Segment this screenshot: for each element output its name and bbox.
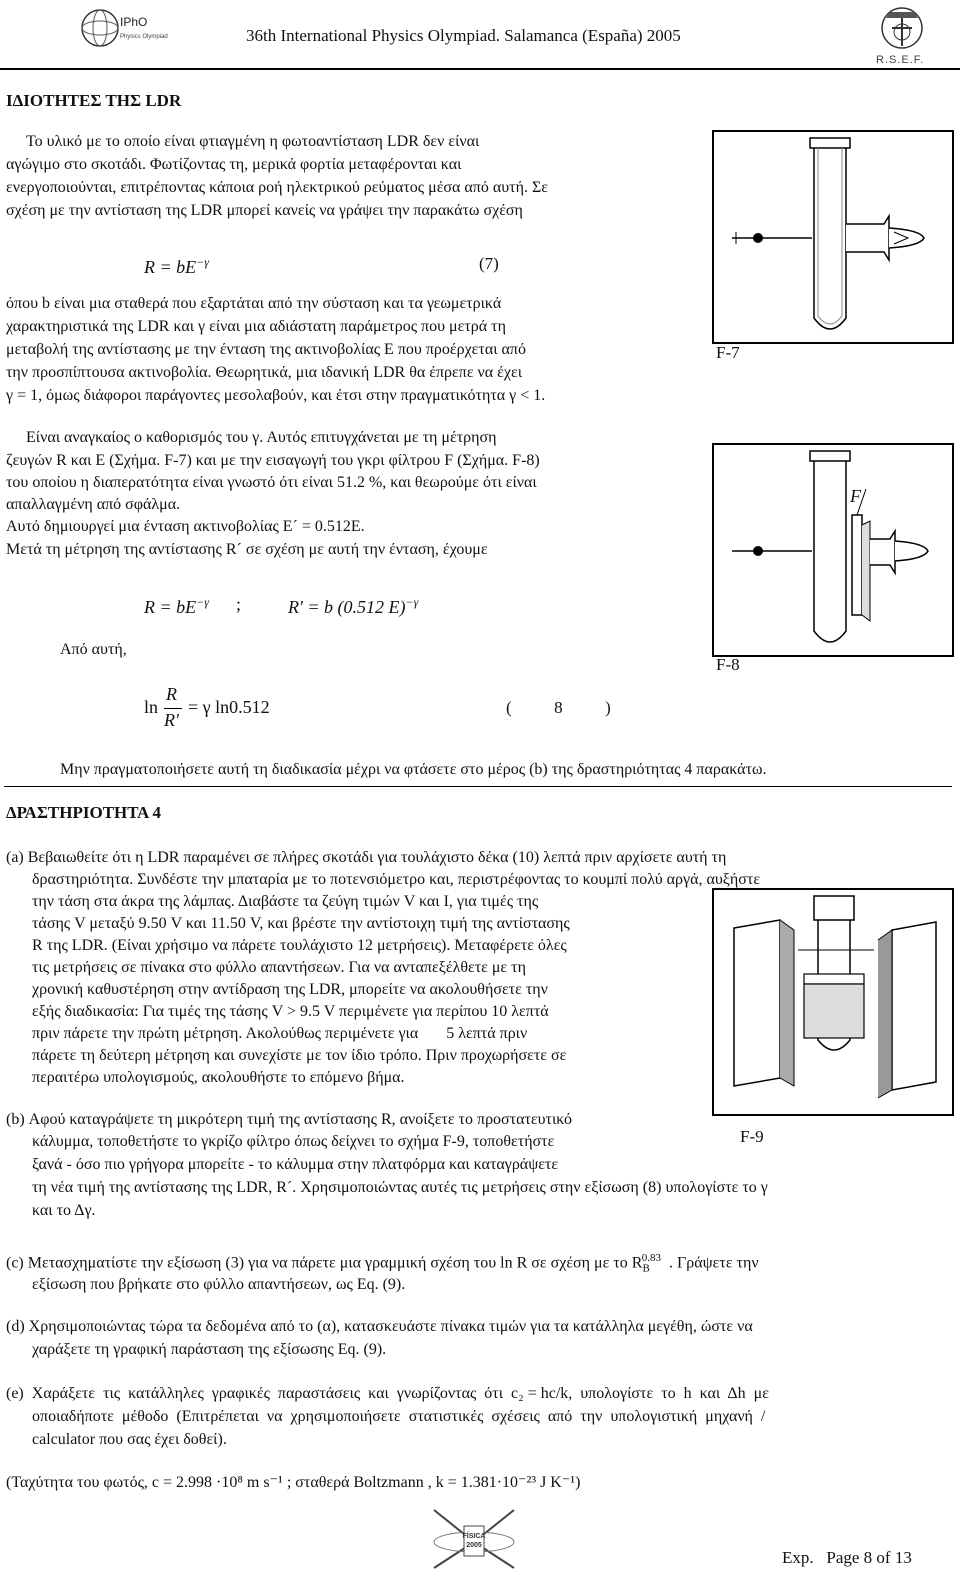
figure-f7-label: F-7 bbox=[716, 343, 740, 362]
ipho-logo bbox=[80, 4, 168, 56]
fisica-2005-logo-text: FÍSICA 2005 bbox=[462, 1533, 486, 1549]
equation-8-rhs: = γ ln0.512 bbox=[188, 697, 270, 717]
part-b-line: (b) Αφού καταγράψετε τη μικρότερη τιμή της αντίστασης R, ανοίξετε το προστατευτικό bbox=[6, 1111, 572, 1128]
figure-f7 bbox=[712, 130, 954, 344]
figure-f8 bbox=[712, 443, 954, 657]
part-a-line: πριν πάρετε την πρώτη μέτρηση. Ακολούθως περιμένετε για 5 λεπτά πριν bbox=[32, 1025, 528, 1042]
equation-pair-left: $R = bE^{-\gamma}$ bbox=[144, 595, 209, 617]
equation-8-numerator: R bbox=[166, 684, 177, 704]
part-e-line: calculator που σας έχει δοθεί). bbox=[32, 1431, 227, 1448]
equation-8 bbox=[144, 684, 344, 734]
equation-8-denominator: R' bbox=[164, 710, 179, 730]
part-b-line: ξανά - όσο πιο γρήγορα μπορείτε - το κάλυμμα στην πλατφόρμα και καταγράψετε bbox=[32, 1156, 559, 1173]
fraction-bar bbox=[164, 708, 182, 709]
equation-7-number: (7) bbox=[479, 254, 499, 273]
part-b-line: τη νέα τιμή της αντίστασης της LDR, R´. Χρησιμοποιώντας αυτές τις μετρήσεις στην εξίσωση (8) υπολογίστε το γ bbox=[32, 1179, 768, 1196]
part-a-line: την τάση στα άκρα της λάμπας. Διαβάστε τα ζεύγη τιμών V και I, για τιμές της bbox=[32, 893, 539, 910]
p3-line: Είναι αναγκαίος ο καθορισμός του γ. Αυτός επιτυγχάνεται με τη μέτρηση bbox=[26, 429, 497, 446]
section-title-ldr: ΙΔΙΟΤΗΤΕΣ ΤΗΣ LDR bbox=[6, 91, 182, 110]
p2-line: γ = 1, όμως διάφοροι παράγοντες μεσολαβούν, και έτσι στην πραγματικότητα γ < 1. bbox=[6, 387, 546, 404]
part-c-line: εξίσωση που βρήκατε στο φύλλο απαντήσεων, ως Eq. (9). bbox=[32, 1276, 406, 1293]
procedure-note: Μην πραγματοποιήσετε αυτή τη διαδικασία μέχρι να φτάσετε στο μέρος (b) της δραστηριότητας 4 παρακάτω. bbox=[60, 761, 767, 778]
equation-8-number: ( 8 ) bbox=[506, 698, 611, 717]
p1-line: σχέση με την αντίσταση της LDR μπορεί κανείς να γράψει την παρακάτω σχέση bbox=[6, 202, 523, 219]
part-a-line: R της LDR. (Είναι χρήσιμο να πάρετε τουλάχιστο 12 μετρήσεις). Μεταφέρετε όλες bbox=[32, 937, 567, 954]
part-a-line: (a) Βεβαιωθείτε ότι η LDR παραμένει σε πλήρες σκοτάδι για τουλάχιστο δέκα (10) λεπτά πριν αρχίσετε αυτή τη bbox=[6, 849, 727, 866]
p1-line: ενεργοποιούνται, επιτρέποντας κάποια ροή ηλεκτρικού ρεύματος μέσα από αυτή. Σε bbox=[6, 179, 549, 196]
svg-text:Physics Olympiad: Physics Olympiad bbox=[120, 34, 168, 40]
rsef-logo bbox=[872, 2, 932, 70]
part-e-line: (e) Χαράξετε τις κατάλληλες γραφικές παραστάσεις και γνωρίζοντας ότι c₂ = hc/k, υπολογίστε το h και Δh με bbox=[6, 1385, 769, 1402]
equation-8-ln: ln bbox=[144, 697, 159, 717]
p2-line: μεταβολή της αντίστασης με την ένταση της ακτινοβολίας E που προέρχεται από bbox=[6, 341, 526, 358]
section-rule bbox=[4, 786, 952, 787]
part-a-line: πάρετε τη δεύτερη μέτρηση και συνεχίστε με τον ίδιο τρόπο. Πριν προχωρήσετε σε bbox=[32, 1047, 567, 1064]
header-title: 36th International Physics Olympiad. Salamanca (España) 2005 bbox=[246, 26, 681, 45]
svg-text:IPhO: IPhO bbox=[120, 15, 148, 29]
part-a-line: τάσης V μεταξύ 9.50 V και 11.50 V, και βρέστε την αντίστοιχη τιμή της αντίστασης bbox=[32, 915, 570, 932]
page-number: Exp. Page 8 of 13 bbox=[782, 1548, 912, 1567]
equation-pair-separator: ; bbox=[236, 594, 242, 614]
part-b-line: και το Δγ. bbox=[32, 1202, 96, 1219]
equation-7: $R = bE^{-\gamma}$ bbox=[144, 255, 209, 277]
figure-f9-label: F-9 bbox=[740, 1127, 764, 1146]
constants-note: (Ταχύτητα του φωτός, c = 2.998 ·10⁸ m s⁻¹ ; σταθερά Boltzmann , k = 1.381·10⁻²³ J K⁻¹) bbox=[6, 1474, 581, 1491]
section-title-activity-4: ΔΡΑΣΤΗΡΙΟΤΗΤΑ 4 bbox=[6, 803, 162, 822]
p1-line: αγώγιμο στο σκοτάδι. Φωτίζοντας τη, μερικά φορτία μεταφέρονται και bbox=[6, 156, 462, 173]
header-rule bbox=[0, 68, 960, 70]
figure-f9 bbox=[712, 888, 954, 1116]
p2-line: χαρακτηριστικά της LDR και γ είναι μια αδιάστατη παράμετρος που μετρά τη bbox=[6, 318, 506, 335]
p3-line: ζευγών R και E (Σχήμα. F-7) και με την εισαγωγή του γκρι φίλτρου F (Σχήμα. F-8) bbox=[6, 452, 540, 469]
p3-line: Αυτό δημιουργεί μια ένταση ακτινοβολίας E´ = 0.512E. bbox=[6, 518, 365, 535]
equation-pair-right: R' = b (0.512 E)$^{-\gamma}$ bbox=[288, 595, 419, 617]
rsef-logo-text: R.S.E.F. bbox=[876, 54, 925, 66]
p1-line: Το υλικό με το οποίο είναι φτιαγμένη η φωτοαντίσταση LDR δεν είναι bbox=[26, 133, 480, 150]
part-a-line: τις μετρήσεις σε πίνακα στο φύλλο απαντήσεων. Για να ανταπεξέλθετε με τη bbox=[32, 959, 526, 976]
part-b-line: κάλυμμα, τοποθετήστε το γκρίζο φίλτρο όπως δείχνει το σχήμα F-9, τοποθετήστε bbox=[32, 1133, 555, 1150]
part-a-line: εξής διαδικασία: Για τιμές της τάσης V > 9.5 V περιμένετε για περίπου 10 λεπτά bbox=[32, 1003, 549, 1020]
part-a-line: χρονική καθυστέρηση στην αντίδραση της LDR, μπορείτε να ακολουθήσετε την bbox=[32, 981, 548, 998]
part-d-line: (d) Χρησιμοποιώντας τώρα τα δεδομένα από το (α), κατασκευάστε πίνακα τιμών για τα κατάλληλα μεγέθη, ώστε να bbox=[6, 1318, 753, 1335]
figure-f8-filter-label: F bbox=[850, 486, 861, 506]
p3-line: του οποίου η διαπερατότητα είναι γνωστό ότι είναι 51.2 %, και θεωρούμε ότι είναι bbox=[6, 474, 537, 491]
figure-f8-label: F-8 bbox=[716, 655, 740, 674]
part-d-line: χαράξετε τη γραφική παράσταση της εξίσωσης Eq. (9). bbox=[32, 1341, 387, 1358]
p2-line: όπου b είναι μια σταθερά που εξαρτάται από την σύσταση και τα γεωμετρικά bbox=[6, 295, 502, 312]
p2-line: την προσπίπτουσα ακτινοβολία. Θεωρητικά, μια ιδανική LDR θα έπρεπε να έχει bbox=[6, 364, 522, 381]
part-c-line: (c) Μετασχηματίστε την εξίσωση (3) για να πάρετε μια γραμμική σχέση του ln R σε σχέση με το $R_B^{0.83}$ . Γράψετε την bbox=[6, 1252, 759, 1275]
part-a-line: περαιτέρω υπολογισμούς, ακολουθήστε το επόμενο βήμα. bbox=[32, 1069, 405, 1086]
part-e-line: οποιαδήποτε μέθοδο (Επιτρέπεται να χρησιμοποιήσετε στατιστικές σχέσεις από την υπολογιστική μηχανή / bbox=[32, 1408, 766, 1425]
p3-line: απαλλαγμένη από σφάλμα. bbox=[6, 496, 181, 513]
fisica-2005-logo bbox=[424, 1506, 524, 1572]
from-this-label: Από αυτή, bbox=[60, 641, 127, 658]
part-a-line: δραστηριότητα. Συνδέστε την μπαταρία με το ποτενσιόμετρο και, περιστρέφοντας το κουμπί πολύ αργά, αυξήστε bbox=[32, 871, 761, 888]
p3-line: Μετά τη μέτρηση της αντίστασης R´ σε σχέση με αυτή την ένταση, έχουμε bbox=[6, 541, 488, 558]
